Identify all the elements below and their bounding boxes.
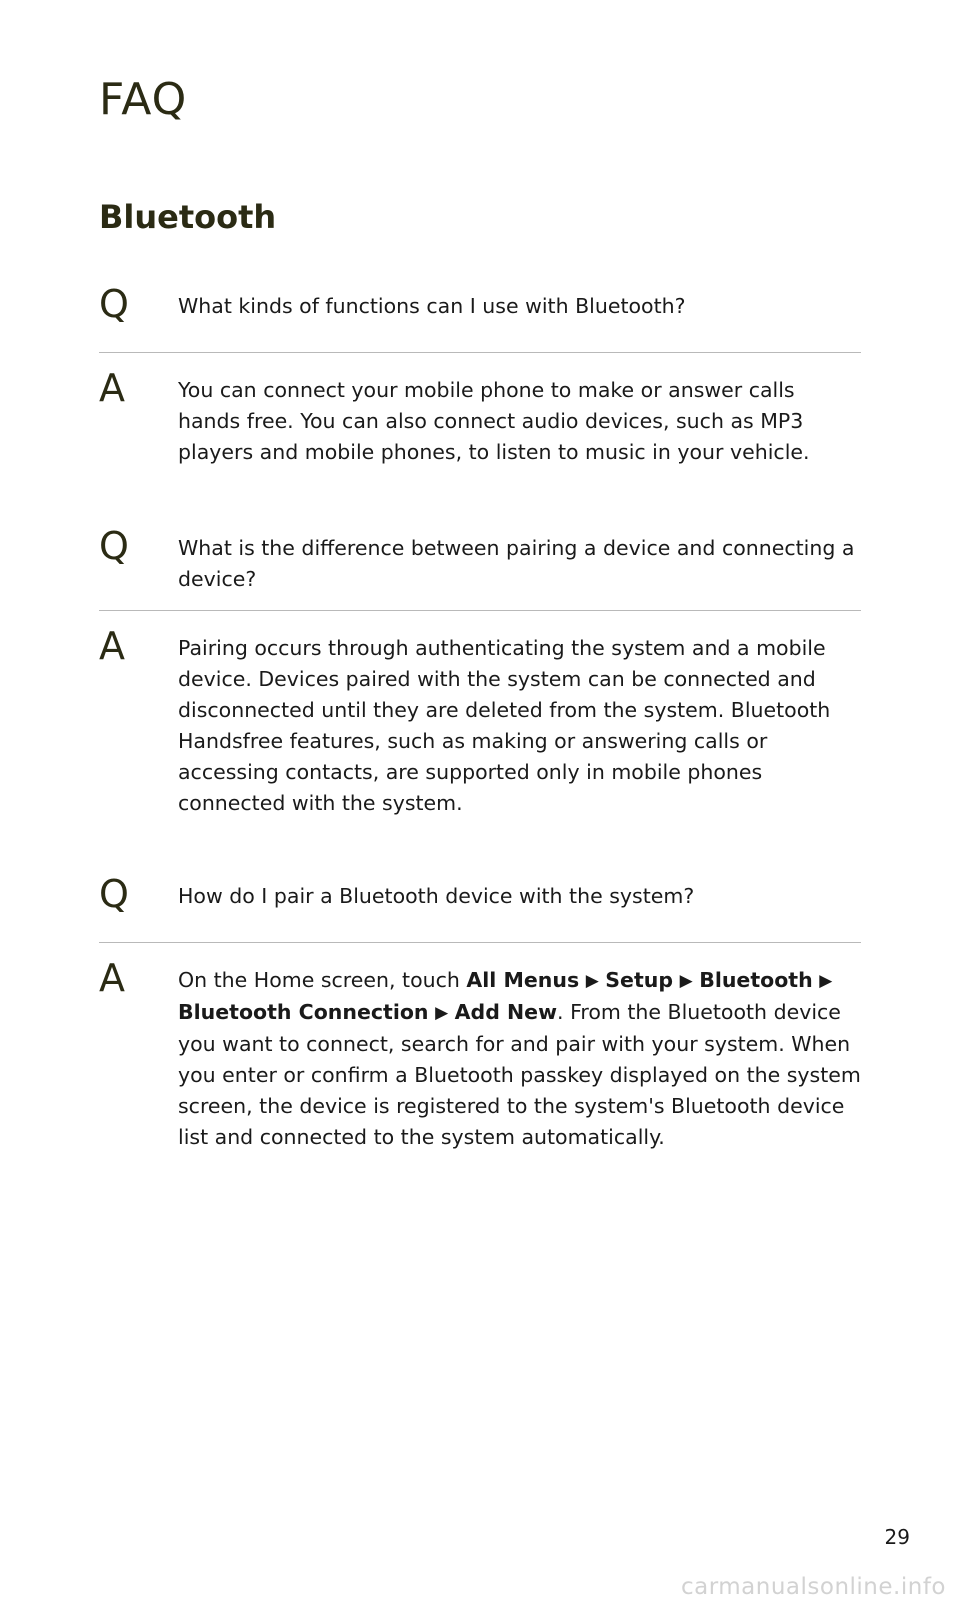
question-marker: Q: [99, 524, 129, 568]
arrow-right-icon: ▶: [679, 971, 693, 991]
watermark: carmanualsonline.info: [680, 1574, 946, 1600]
question-text: What kinds of functions can I use with Bluetooth?: [178, 294, 686, 318]
divider: [99, 610, 861, 611]
question-marker: Q: [99, 282, 129, 326]
question-row: [99, 283, 861, 352]
menu-path-bluetooth: Bluetooth: [699, 968, 813, 992]
divider: [99, 942, 861, 943]
answer-rest: . From the Bluetooth device you want to connect, search for and pair with your system. When you enter or confirm a Bluetooth passkey displayed on the system screen, the device is registered to the system's Bluetooth device list and connected to the system automatically.: [178, 1000, 861, 1149]
answer-intro: On the Home screen, touch: [178, 968, 467, 992]
arrow-right-icon: ▶: [819, 971, 833, 991]
faq-item-1: [99, 283, 861, 468]
section-title: Bluetooth: [99, 198, 277, 236]
answer-text: You can connect your mobile phone to make or answer calls hands free. You can also connect audio devices, such as MP3 players and mobile phones, to listen to music in your vehicle.: [178, 378, 810, 464]
answer-row: [99, 367, 861, 468]
question-text: How do I pair a Bluetooth device with the system?: [178, 884, 695, 908]
menu-path-setup: Setup: [605, 968, 674, 992]
answer-row: [99, 957, 861, 1153]
answer-marker: A: [99, 624, 125, 668]
menu-path-bluetooth-connection: Bluetooth Connection: [178, 1000, 429, 1024]
page-title: FAQ: [99, 74, 188, 125]
menu-path-all-menus: All Menus: [466, 968, 580, 992]
answer-marker: A: [99, 956, 125, 1000]
page-number: 29: [884, 1525, 910, 1549]
question-marker: Q: [99, 872, 129, 916]
arrow-right-icon: ▶: [585, 971, 599, 991]
answer-text: [178, 957, 861, 1153]
faq-item-2: [99, 525, 861, 819]
answer-text: Pairing occurs through authenticating the system and a mobile device. Devices paired with the system can be connected and disconnected until they are deleted from the system. Bluetooth Handsfree features, such as making or answering calls or accessing contacts, are supported only in mobile phones connected with the system.: [178, 636, 831, 815]
divider: [99, 352, 861, 353]
question-row: [99, 525, 861, 610]
faq-item-3: [99, 873, 861, 1153]
menu-path-add-new: Add New: [454, 1000, 558, 1024]
question-text: What is the difference between pairing a device and connecting a device?: [178, 536, 855, 591]
question-row: [99, 873, 861, 942]
answer-row: [99, 625, 861, 819]
arrow-right-icon: ▶: [435, 1003, 449, 1023]
answer-marker: A: [99, 366, 125, 410]
